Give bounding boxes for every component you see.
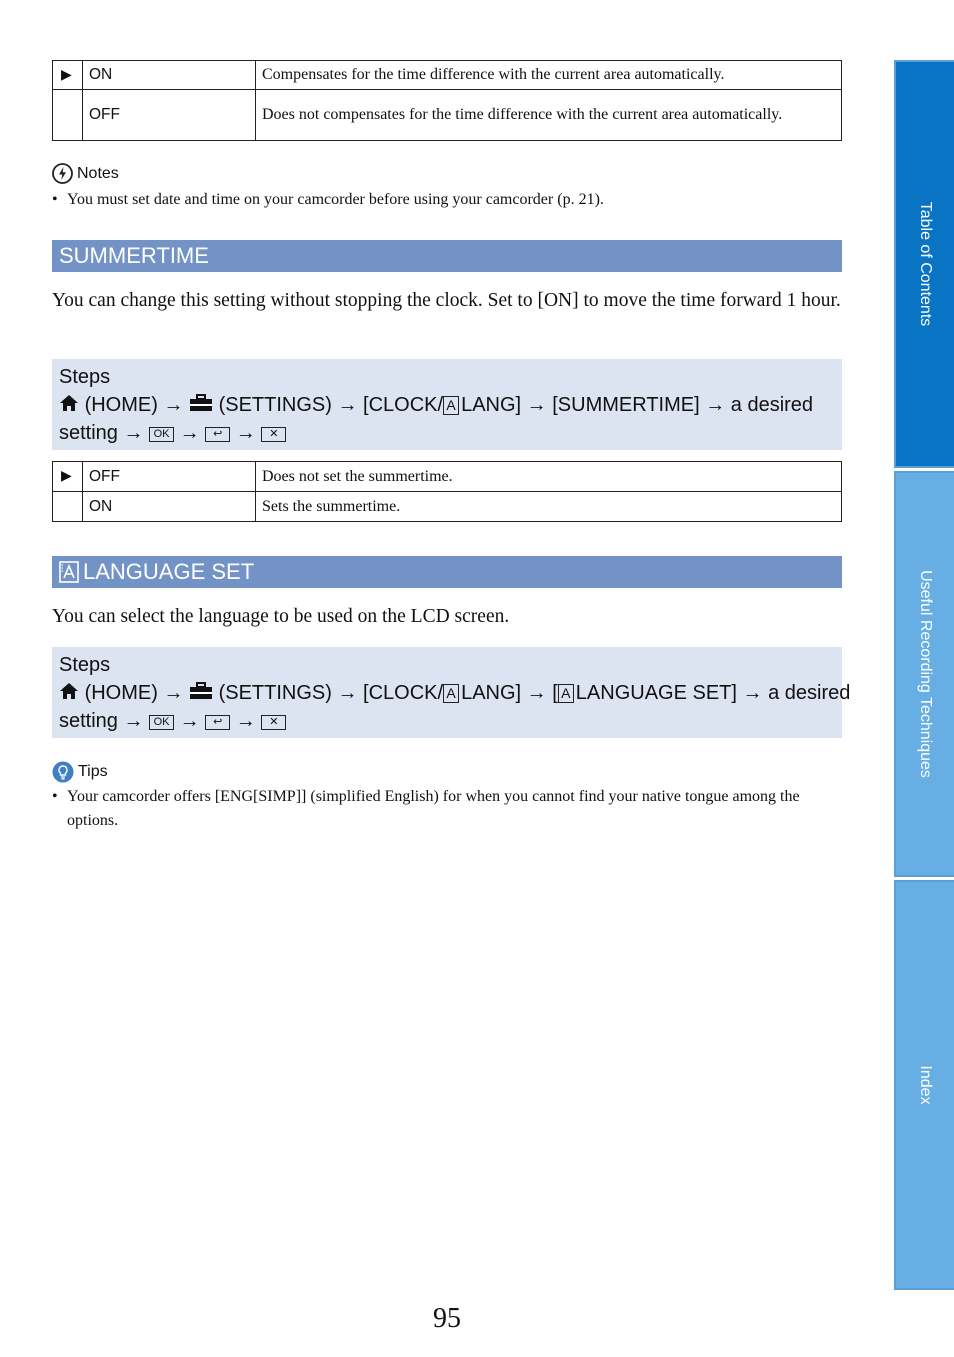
arrow-icon: → [163,394,184,416]
home-menu-label: (HOME) [84,682,158,704]
arrow-icon: → [526,682,547,704]
return-button-icon: ↩ [205,715,230,730]
side-tab-label: Index [917,1065,934,1105]
language-set-menu-label: LANGUAGE SET] [575,682,737,704]
page-number: 95 [433,1303,461,1334]
default-marker-icon [53,90,83,141]
home-icon [59,392,79,410]
steps-tail-text: a desired [768,682,851,704]
table-row [53,61,842,90]
steps-tail-text: setting [59,422,118,444]
option-description: Does not set the summertime. [256,462,842,492]
lang-menu-label: LANG] [461,682,522,704]
language-icon: A [443,684,459,703]
home-menu-label: (HOME) [84,394,158,416]
clock-menu-label: [CLOCK/ [363,394,444,416]
arrow-icon: → [337,394,358,416]
language-icon [59,561,79,583]
summertime-options-table [52,461,842,522]
return-button-icon: ↩ [205,427,230,442]
arrow-icon: → [163,682,184,704]
bracket-text: [ [552,682,558,704]
option-name: OFF [83,462,256,492]
clock-menu-label: [CLOCK/ [363,682,444,704]
option-description: Sets the summertime. [256,492,842,522]
home-icon [59,680,79,698]
tip-text: Your camcorder offers [ENG[SIMP]] (simplified English) for when you cannot find your native tongue among the options. [67,788,800,829]
settings-menu-label: (SETTINGS) [218,394,332,416]
section-title: SUMMERTIME [59,243,209,268]
notes-icon [52,163,73,184]
arrow-icon: → [337,682,358,704]
arrow-icon: → [526,394,547,416]
table-row [53,492,842,522]
summertime-menu-label: [SUMMERTIME] [552,394,700,416]
list-item [52,188,842,212]
steps-tail-text: setting [59,710,118,732]
section-heading-language-set [52,556,842,588]
steps-label: Steps [59,654,111,676]
language-icon: A [443,396,459,415]
arrow-icon: → [742,682,763,704]
side-tab-table-of-contents[interactable] [894,60,954,468]
summertime-intro: You can change this setting without stopping the clock. Set to [ON] to move the time forward 1 hour. [52,290,841,311]
arrow-icon: → [179,710,200,732]
steps-label: Steps [59,366,111,388]
settings-icon [189,680,213,698]
section-heading-summertime [52,240,842,272]
option-description: Compensates for the time difference with the current area automatically. [256,61,842,90]
bullet-icon: • [52,788,58,805]
summertime-steps-box [52,359,842,450]
arrow-icon: → [123,710,144,732]
option-name: ON [83,61,256,90]
language-icon: A [558,684,574,703]
steps-line [59,707,835,735]
steps-line [59,391,835,419]
notes-label: Notes [77,164,119,182]
settings-menu-label: (SETTINGS) [218,682,332,704]
settings-icon [189,392,213,410]
bullet-icon: • [52,191,58,208]
table-row [53,90,842,141]
steps-line [59,419,835,447]
steps-line [59,679,851,707]
close-button-icon: ✕ [261,715,286,730]
side-tab-label: Table of Contents [917,201,934,327]
lang-menu-label: LANG] [461,394,522,416]
side-tab-index[interactable] [894,880,954,1290]
language-set-intro: You can select the language to be used on the LCD screen. [52,606,510,627]
arrow-icon: → [123,422,144,444]
note-text: You must set date and time on your camcorder before using your camcorder (p. 21). [67,191,604,208]
table-row [53,462,842,492]
side-tab-useful-recording-techniques[interactable] [894,471,954,877]
side-tab-label: Useful Recording Techniques [917,570,934,778]
tips-label: Tips [78,763,108,780]
arrow-icon: → [705,394,726,416]
lightbulb-icon [52,761,74,783]
language-set-steps-box [52,647,851,738]
ok-button-icon: OK [149,715,174,730]
option-name: ON [83,492,256,522]
time-difference-options-table [52,60,842,141]
ok-button-icon: OK [149,427,174,442]
option-description: Does not compensates for the time difference with the current area automatically. [256,90,842,141]
arrow-icon: → [235,422,256,444]
option-name: OFF [83,90,256,141]
close-button-icon: ✕ [261,427,286,442]
default-marker-icon: ▶ [53,61,83,90]
notes-heading [52,163,119,184]
arrow-icon: → [235,710,256,732]
section-title: LANGUAGE SET [83,559,255,584]
default-marker-icon [53,492,83,522]
default-marker-icon: ▶ [53,462,83,492]
list-item [52,785,842,833]
steps-tail-text: a desired [730,394,814,416]
tips-heading [52,761,108,783]
arrow-icon: → [179,422,200,444]
